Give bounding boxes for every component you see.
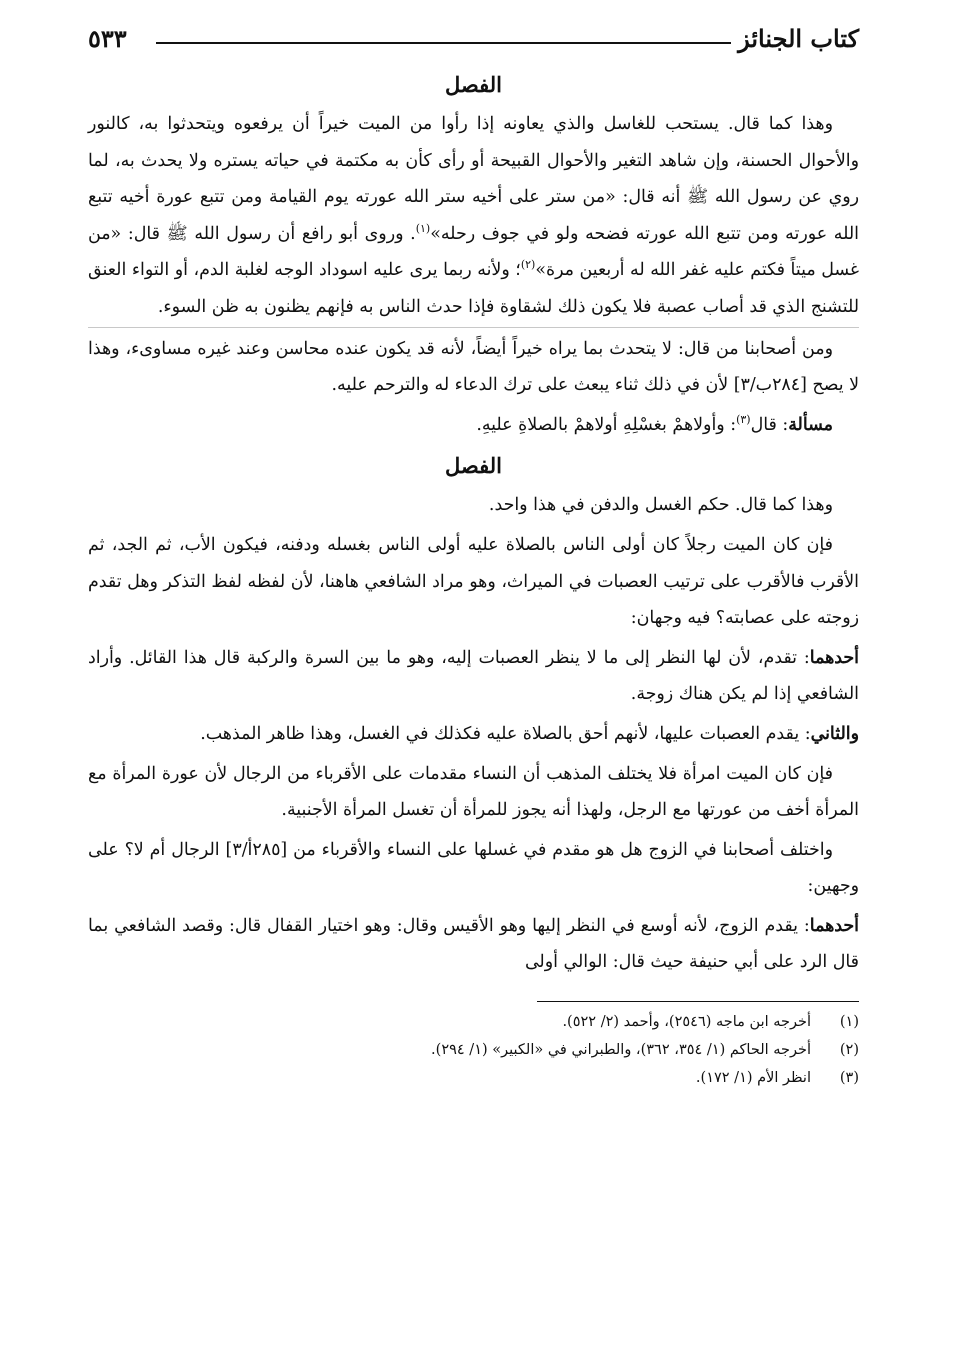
footnote-separator bbox=[537, 1001, 859, 1002]
paragraph-3: وهذا كما قال. حكم الغسل والدفن في هذا واحد. bbox=[488, 495, 833, 516]
footnote-item bbox=[88, 1036, 859, 1064]
paragraph-2: ومن أصحابنا من قال: لا يتحدث بما يراه خيراً أيضاً، لأنه قد يكون عنده محاسن وعند غيره مساوىء، وهذا لا يصح [٢٨٤ب/٣] لأن في ذلك ثناء يبعث على ترك الدعاء له والترحم عليه. bbox=[88, 338, 859, 396]
section-heading-2: الفصل bbox=[445, 453, 502, 479]
paragraph-5-text: : تقدم، لأن لها النظر إلى ما لا ينظر العصبات إليه، وهو ما بين السرة والركبة قال هذا القائل. وأراد الشافعي إذا لم يكن هناك زوجة. bbox=[88, 647, 859, 705]
footnote-text: انظر الأم (١/ ١٧٢). bbox=[695, 1070, 811, 1087]
header-rule bbox=[156, 42, 731, 44]
masala-line bbox=[88, 407, 859, 444]
page-number: ٥٣٣ bbox=[88, 24, 127, 53]
masala-prefix: : قال bbox=[750, 414, 789, 435]
paragraph-1-end: ؛ ولأنه ربما يرى عليه اسوداد الوجه لغلبة الدم، أو التواء العنق للتشنج الذي قد أصاب عصبة فلا يكون ذلك لشقاوة فإذا حدث الناس به فإنهم يظنون به ظن السوء. bbox=[88, 260, 859, 317]
footnote-ref-1: (١) bbox=[415, 221, 431, 235]
paragraph-1-text: وهذا كما قال. يستحب للغاسل والذي يعاونه إذا رأوا من الميت خيراً أن يرفعوه ويتحدثوا به، كالنور والأحوال الحسنة، وإن شاهد التغير والأحوال القبيحة أو رأى كأن به مكتمة في حياته يستره ولا يحدث به، لما روي عن رسول الله ﷺ أنه قال: «من ستر على أخيه ستر الله عورته يوم القيامة ومن تتبع عورة أخيه تتبع الله عورته ومن تتبع الله عورته فضحه ولو في جوف رحله» bbox=[88, 114, 859, 244]
paragraph-6-text: : يقدم العصبات عليها، لأنهم أحق بالصلاة عليه فكذلك في الغسل، وهذا ظاهر المذهب. bbox=[200, 723, 811, 744]
footnote-text: أخرجه ابن ماجه (٢٥٤٦)، وأحمد (٢/ ٥٢٢). bbox=[562, 1014, 811, 1031]
masala-text: : وأولاهمْ بغسْلِهِ أولاهمْ بالصلاةِ عليهِ. bbox=[476, 414, 737, 435]
book-page bbox=[88, 18, 859, 1092]
paragraph-7: فإن كان الميت امرأة فلا يختلف المذهب أن النساء مقدمات على الأقرباء من الرجال لأن عورة المرأة مع المرأة أخف من عورتها مع الرجل، ولهذا أنه يجوز للمرأة أن تغسل المرأة الأجنبية. bbox=[88, 763, 859, 821]
masala-label: مسألة bbox=[788, 414, 833, 435]
paragraph-6-label: والثاني bbox=[810, 723, 859, 744]
footnote-ref-2: (٢) bbox=[520, 258, 536, 272]
paragraph-9 bbox=[88, 908, 859, 981]
footnote-text: أخرجه الحاكم (١/ ٣٥٤، ٣٦٢)، والطبراني في «الكبير» (١/ ٢٩٤). bbox=[431, 1042, 811, 1059]
section-heading-1: الفصل bbox=[445, 72, 502, 97]
book-title: كتاب الجنائز bbox=[738, 24, 859, 53]
paragraph-5-label: أحدهما bbox=[809, 647, 859, 668]
footnote-ref-3: (٣) bbox=[736, 412, 751, 426]
paragraph-1 bbox=[88, 106, 859, 328]
footnote-number: (٣) bbox=[839, 1070, 859, 1087]
footnote-number: (١) bbox=[839, 1014, 859, 1031]
footnote-item bbox=[88, 1008, 859, 1036]
paragraph-5 bbox=[88, 640, 859, 713]
running-header bbox=[88, 18, 859, 62]
footnotes bbox=[88, 1008, 859, 1092]
footnote-item bbox=[88, 1064, 859, 1092]
paragraph-9-text: : يقدم الزوج، لأنه أوسع في النظر إليها وهو الأقيس وقال: وهو اختيار القفال قال: وقصد الشافعي بما قال الرد على أبي حنيفة حيث قال: الوالي أولى bbox=[88, 915, 859, 973]
paragraph-1-mid: . وروى أبو رافع أن رسول الله ﷺ قال: «من غسل ميتاً فكتم عليه غفر الله له أربعين مرة» bbox=[88, 223, 859, 281]
footnote-number: (٢) bbox=[839, 1042, 859, 1059]
paragraph-6 bbox=[88, 716, 859, 753]
paragraph-4: فإن كان الميت رجلاً كان أولى الناس بالصلاة عليه أولى الناس بغسله ودفنه، فيكون الأب، ثم الجد، ثم الأقرب فالأقرب على ترتيب العصبات في الميراث، وهو مراد الشافعي هاهنا، لأن لفظه لفظ التذكر وهل تقدم زوجته على عصابته؟ فيه وجهان: bbox=[88, 534, 859, 629]
paragraph-8: واختلف أصحابنا في الزوج هل هو مقدم في غسلها على النساء والأقرباء من [٢٨٥أ/٣] الرجال أم لا؟ على وجهين: bbox=[88, 839, 859, 897]
paragraph-9-label: أحدهما bbox=[809, 915, 859, 936]
